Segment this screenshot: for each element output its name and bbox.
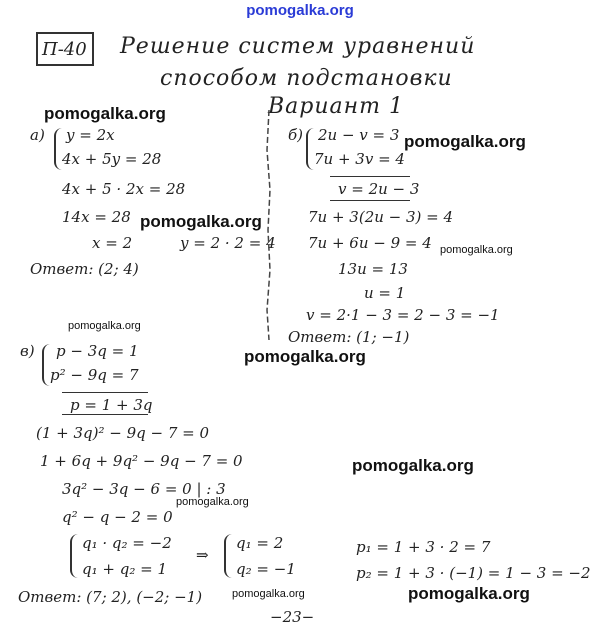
part-a-line-3: 4x + 5 · 2x = 28 [62,180,186,198]
part-b-line-4: 7u + 3(2u − 3) = 4 [308,208,454,226]
part-b-line-5: 7u + 6u − 9 = 4 [308,234,432,252]
watermark-small: pomogalka.org [68,320,141,332]
watermark-large: pomogalka.org [140,212,262,231]
watermark-small: pomogalka.org [176,496,249,508]
part-c-line-12: p₁ = 1 + 3 · 2 = 7 [356,538,491,556]
part-c-line-3: p = 1 + 3q [70,396,153,414]
part-c-line-6: 3q² − 3q − 6 = 0 | : 3 [62,480,226,498]
part-b-line-1: 2u − v = 3 [318,126,400,144]
part-b-line-8: v = 2·1 − 3 = 2 − 3 = −1 [306,306,500,324]
part-b-line-7: u = 1 [364,284,406,302]
part-b-line-3: v = 2u − 3 [338,180,420,198]
part-a-label: а) [30,126,45,144]
watermark-large: pomogalka.org [244,347,366,366]
part-c-overline [62,392,148,393]
part-b-line-2: 7u + 3v = 4 [314,150,405,168]
part-b-answer: Ответ: (1; −1) [288,328,410,346]
part-c-implies: ⇒ [196,546,209,564]
part-a-line-6: y = 2 · 2 = 4 [180,234,276,252]
part-c-answer: Ответ: (7; 2), (−2; −1) [18,588,203,606]
column-divider [262,110,276,340]
title-line-2: способом подстановки [160,66,453,91]
part-b-underline [330,200,410,201]
part-c-roots-brace [224,534,234,578]
watermark-small: pomogalka.org [232,588,305,600]
watermark-large: pomogalka.org [44,104,166,123]
part-c-line-2: p² − 9q = 7 [50,366,139,384]
part-a-line-1: y = 2x [66,126,115,144]
part-c-line-4: (1 + 3q)² − 9q − 7 = 0 [36,424,210,442]
watermark-large: pomogalka.org [408,584,530,603]
part-c-line-5: 1 + 6q + 9q² − 9q − 7 = 0 [40,452,243,470]
part-b-line-6: 13u = 13 [338,260,408,278]
part-b-label: б) [288,126,304,144]
part-a-line-4: 14x = 28 [62,208,131,226]
part-a-line-2: 4x + 5y = 28 [62,150,162,168]
part-a-answer: Ответ: (2; 4) [30,260,139,278]
watermark-top: pomogalka.org [246,2,354,19]
part-c-underline [62,414,148,415]
page-number: −23− [270,608,315,626]
part-c-vieta-brace [70,534,80,578]
watermark-large: pomogalka.org [404,132,526,151]
exercise-number-box [36,32,94,66]
part-c-line-11: q₂ = −1 [236,560,296,578]
part-a-line-5: x = 2 [92,234,133,252]
part-c-line-13: p₂ = 1 + 3 · (−1) = 1 − 3 = −2 [356,564,591,582]
part-c-label: в) [20,342,35,360]
title-line-1: Решение систем уравнений [120,34,476,59]
part-c-line-10: q₁ = 2 [236,534,284,552]
exercise-number: П-40 [42,39,87,60]
part-c-line-1: p − 3q = 1 [56,342,139,360]
part-c-line-8: q₁ · q₂ = −2 [82,534,172,552]
part-c-line-9: q₁ + q₂ = 1 [82,560,167,578]
part-b-overline [330,176,410,177]
watermark-small: pomogalka.org [440,244,513,256]
watermark-large: pomogalka.org [352,456,474,475]
variant-label: Вариант 1 [268,94,404,119]
part-c-line-7: q² − q − 2 = 0 [62,508,173,526]
